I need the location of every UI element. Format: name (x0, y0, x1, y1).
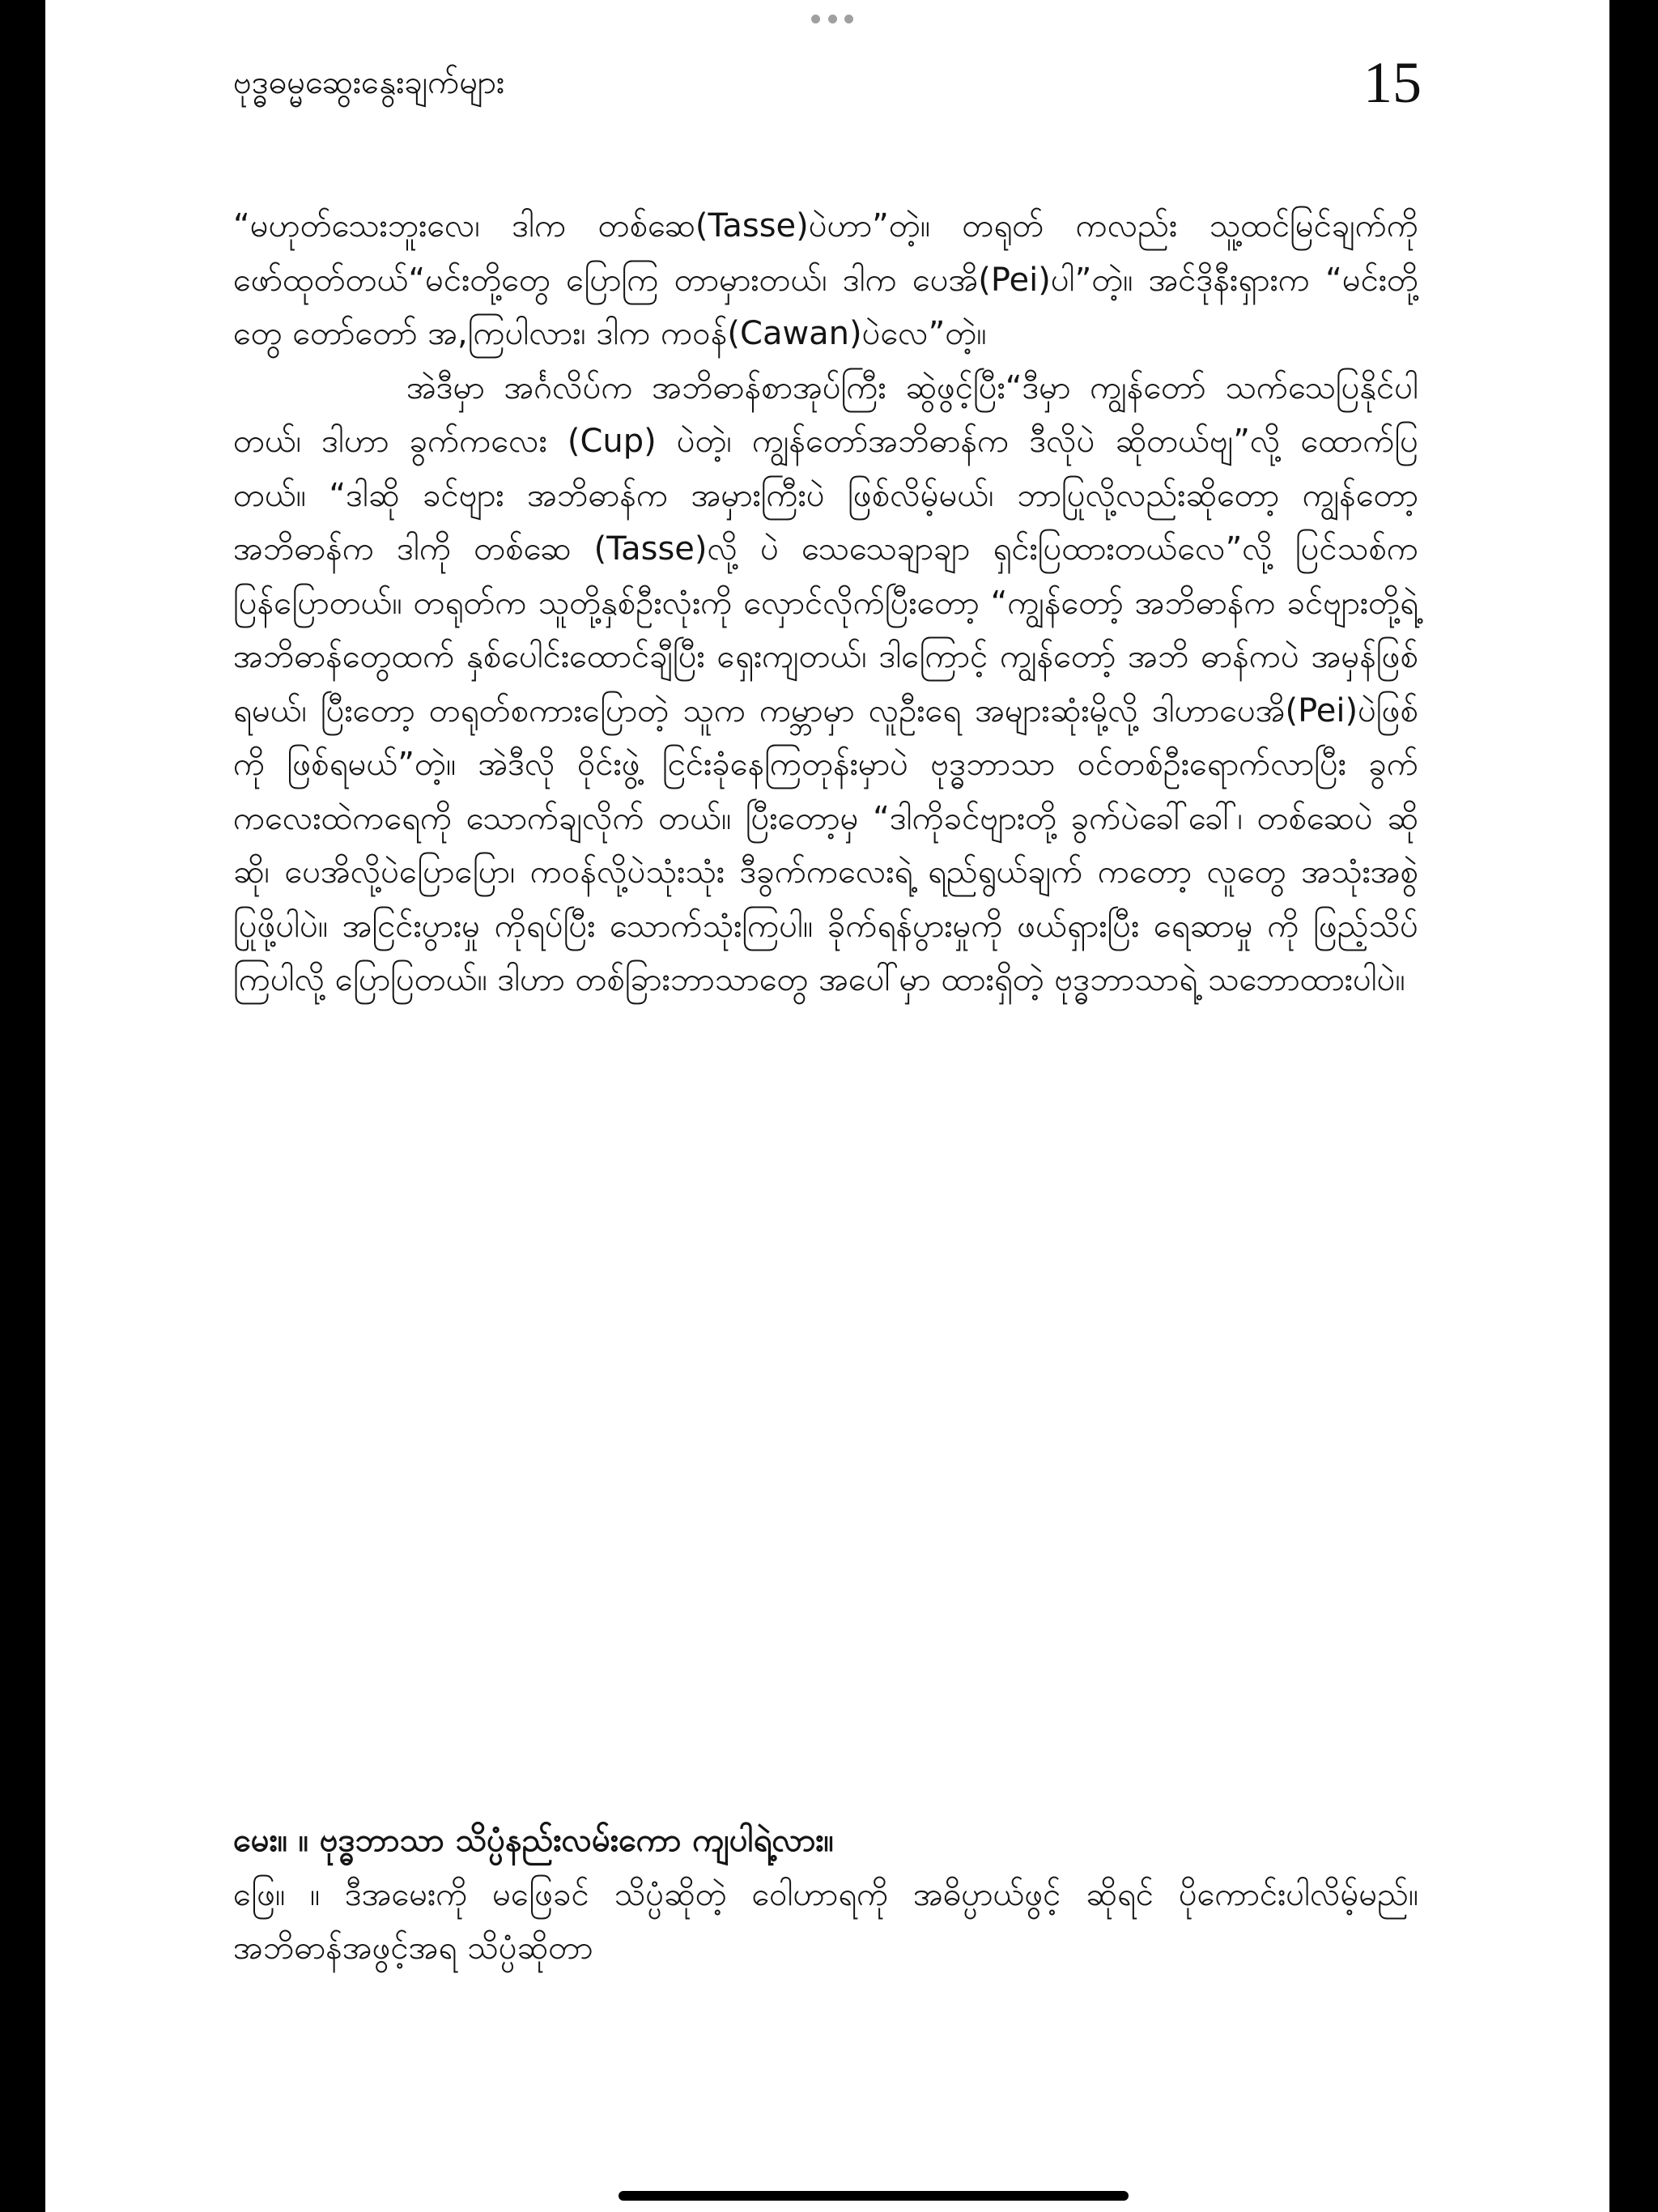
question-heading: မေး။ ။ ဗုဒ္ဓဘာသာ သိပ္ပံနည်းလမ်းကော ကျပါရဲ့လား။ (233, 1822, 834, 1859)
home-indicator[interactable] (619, 2191, 1129, 2201)
paragraph: “မဟုတ်သေးဘူးလေ၊ ဒါက တစ်ဆေ(Tasse)ပဲဟာ”တဲ့။ တရုတ် ကလည်း သူ့ထင်မြင်ချက်ကို ဖော်ထုတ်တယ်“မင်းတို့တွေ ပြောကြ တာမှားတယ်၊ ဒါက ပေအိ(Pei)ပါ”တဲ့။ အင်ဒိုနီးရှားက “မင်းတို့ တွေ တော်တော် အ,ကြပါလား၊ ဒါက ကဝန်(Cawan)ပဲလေ”တဲ့။ (233, 207, 1418, 352)
qa-section (233, 1814, 1418, 1976)
body-text (233, 199, 1418, 1007)
running-header: ဗုဒ္ဓဓမ္မဆွေးနွေးချက်များ (233, 64, 505, 101)
drag-handle-icon[interactable] (811, 13, 853, 24)
paragraph-text: အဲဒီမှာ အင်္ဂလိပ်က အဘိဓာန်စာအုပ်ကြီး ဆွဲဖွင့်ပြီး“ဒီမှာ ကျွန်တော် သက်သေပြနိုင်ပါတယ်၊ ဒါဟာ ခွက်ကလေး (Cup) ပဲတဲ့၊ ကျွန်တော်အဘိဓာန်က ဒီလိုပဲ ဆိုတယ်ဗျ”လို့ ထောက်ပြ တယ်။ “ဒါဆို ခင်ဗျား အဘိဓာန်က အမှားကြီးပဲ ဖြစ်လိမ့်မယ်၊ ဘာပြုလို့လည်းဆိုတော့ ကျွန်တော့အဘိဓာန်က ဒါကို တစ်ဆေ (Tasse)လို့ ပဲ သေသေချာချာ ရှင်းပြထားတယ်လေ”လို့ ပြင်သစ်က ပြန်ပြောတယ်။ တရုတ်က သူတို့နှစ်ဦးလုံးကို လှောင်လိုက်ပြီးတော့ “ကျွန်တော့် အဘိဓာန်က ခင်ဗျားတို့ရဲ့ အဘိဓာန်တွေထက် နှစ်ပေါင်းထောင်ချီပြီး ရှေးကျတယ်၊ ဒါကြောင့် ကျွန်တော့် အဘိ ဓာန်ကပဲ အမှန်ဖြစ်ရမယ်၊ ပြီးတော့ တရုတ်စကားပြောတဲ့ သူက ကမ္ဘာမှာ လူဦးရေ အများဆုံးမို့လို့ ဒါဟာပေအိ(Pei)ပဲဖြစ်ကို ဖြစ်ရမယ်”တဲ့။ အဲဒီလို ဝိုင်းဖွဲ့ ငြင်းခုံနေကြတုန်းမှာပဲ ဗုဒ္ဓဘာသာ ဝင်တစ်ဦးရောက်လာပြီး ခွက်ကလေးထဲကရေကို သောက်ချလိုက် တယ်။ ပြီးတော့မှ “ဒါကိုခင်ဗျားတို့ ခွက်ပဲခေါ်ခေါ်၊ တစ်ဆေပဲ ဆိုဆို၊ ပေအိလို့ပဲပြောပြော၊ ကဝန်လို့ပဲသုံးသုံး ဒီခွက်ကလေးရဲ့ ရည်ရွယ်ချက် ကတော့ လူတွေ အသုံးအစွဲ ပြုဖို့ပါပဲ။ အငြင်းပွားမှု ကိုရပ်ပြီး သောက်သုံးကြပါ။ ခိုက်ရန်ပွားမှုကို ဖယ်ရှားပြီး ရေဆာမှု ကို ဖြည့်သိပ်ကြပါလို့ ပြောပြတယ်။ ဒါဟာ တစ်ခြားဘာသာတွေ အပေါ်မှာ ထားရှိတဲ့ ဗုဒ္ဓဘာသာရဲ့ သဘောထားပါပဲ။ (233, 368, 1418, 998)
page-number: 15 (1363, 50, 1422, 115)
answer-text: ဖြေ။ ။ ဒီအမေးကို မဖြေခင် သိပ္ပံဆိုတဲ့ ဝေါဟာရကို အဓိပ္ပာယ်ဖွင့် ဆိုရင် ပိုကောင်းပါလိမ့်မည်။ အဘိဓာန်အဖွင့်အရ သိပ္ပံဆိုတာ (233, 1875, 1418, 1967)
reader-page[interactable] (45, 0, 1609, 2212)
paragraph (233, 361, 1418, 1007)
